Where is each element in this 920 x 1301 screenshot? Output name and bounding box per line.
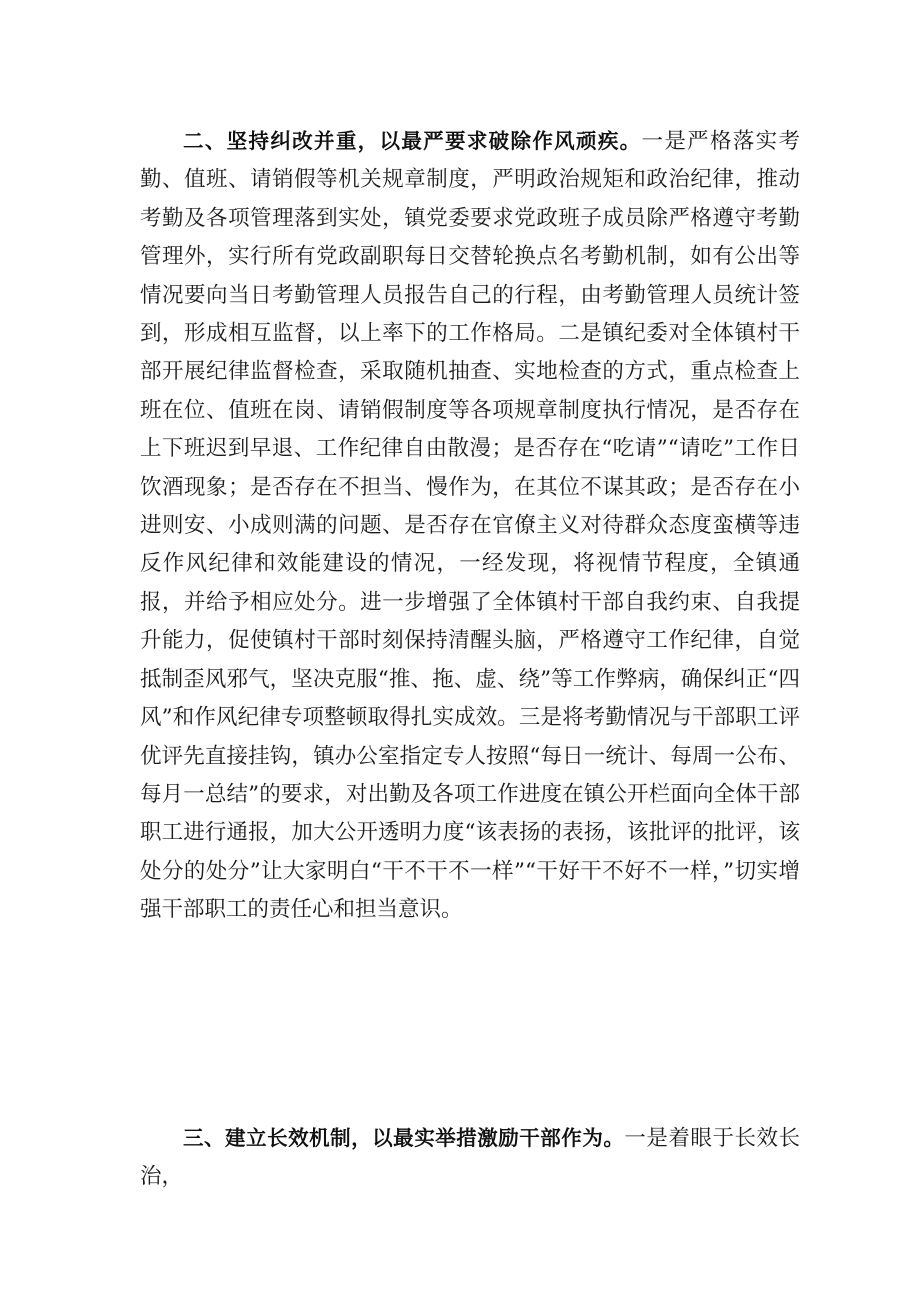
paragraph-section-2 — [140, 122, 800, 930]
section-3-body: 一是着眼于长效长治， — [140, 1126, 800, 1190]
paragraph-section-3 — [140, 1119, 800, 1197]
section-3-heading: 三、建立长效机制，以最实举措激励干部作为。 — [183, 1126, 625, 1150]
section-2-body: 一是严格落实考勤、值班、请销假等机关规章制度，严明政治规矩和政治纪律，推动考勤及各项管理落到实处，镇党委要求党政班子成员除严格遵守考勤管理外，实行所有党政副职每日交替轮换点名考勤机制，如有公出等情况要向当日考勤管理人员报告自己的行程，由考勤管理人员统计签到，形成相互监督，以上率下的工作格局。二是镇纪委对全体镇村干部开展纪律监督检查，采取随机抽查、实地检查的方式，重点检查上班在位、值班在岗、请销假制度等各项规章制度执行情况，是否存在上下班迟到早退、工作纪律自由散漫；是否存在“吃请”“请吃”工作日饮酒现象；是否存在不担当、慢作为，在其位不谋其政；是否存在小进则安、小成则满的问题、是否存在官僚主义对待群众态度蛮横等违反作风纪律和效能建设的情况，一经发现，将视情节程度，全镇通报，并给予相应处分。进一步增强了全体镇村干部自我约束、自我提升能力，促使镇村干部时刻保持清醒头脑，严格遵守工作纪律，自觉抵制歪风邪气，坚决克服“推、拖、虚、绕”等工作弊病，确保纠正“四风”和作风纪律专项整顿取得扎实成效。三是将考勤情况与干部职工评优评先直接挂钩，镇办公室指定专人按照“每日一统计、每周一公布、每月一总结”的要求，对出勤及各项工作进度在镇公开栏面向全体干部职工进行通报，加大公开透明力度“该表扬的表扬，该批评的批评，该处分的处分”让大家明白“干不干不一样”“干好干不好不一样，”切实增强干部职工的责任心和担当意识。 — [140, 129, 800, 923]
section-2-heading: 二、坚持纠改并重，以最严要求破除作风顽疾。 — [183, 129, 642, 153]
